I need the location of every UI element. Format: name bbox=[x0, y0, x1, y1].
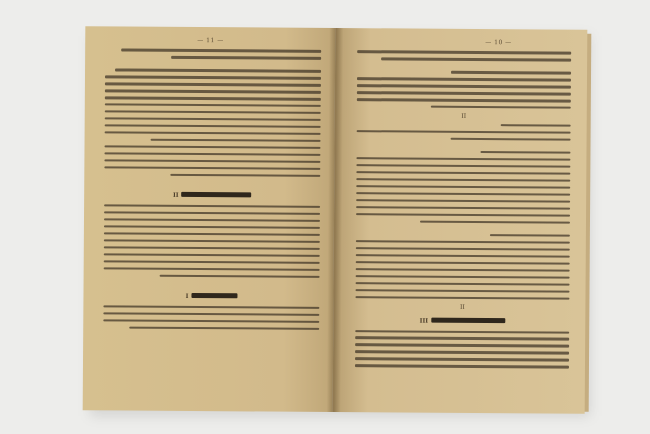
left-section-heading-2 bbox=[103, 289, 319, 301]
left-page bbox=[83, 26, 336, 412]
right-section-marker-2 bbox=[355, 303, 569, 311]
left-page-text-column bbox=[103, 48, 321, 334]
right-section-numeral-2: II bbox=[459, 303, 465, 311]
open-booklet bbox=[83, 26, 590, 414]
right-section-heading bbox=[355, 314, 569, 325]
right-section-marker bbox=[357, 112, 571, 120]
right-section-numeral-3: III bbox=[419, 317, 429, 325]
left-section-numeral: II bbox=[172, 191, 179, 199]
right-section-numeral: II bbox=[461, 112, 467, 120]
left-section-heading bbox=[104, 188, 320, 200]
right-page-number: — 10 — bbox=[485, 39, 512, 47]
right-page bbox=[333, 28, 588, 414]
left-page-number: — 11 — bbox=[197, 37, 224, 45]
left-section-numeral-2: I bbox=[185, 292, 189, 300]
book-gutter bbox=[327, 28, 344, 412]
right-page-text-column bbox=[355, 50, 571, 373]
